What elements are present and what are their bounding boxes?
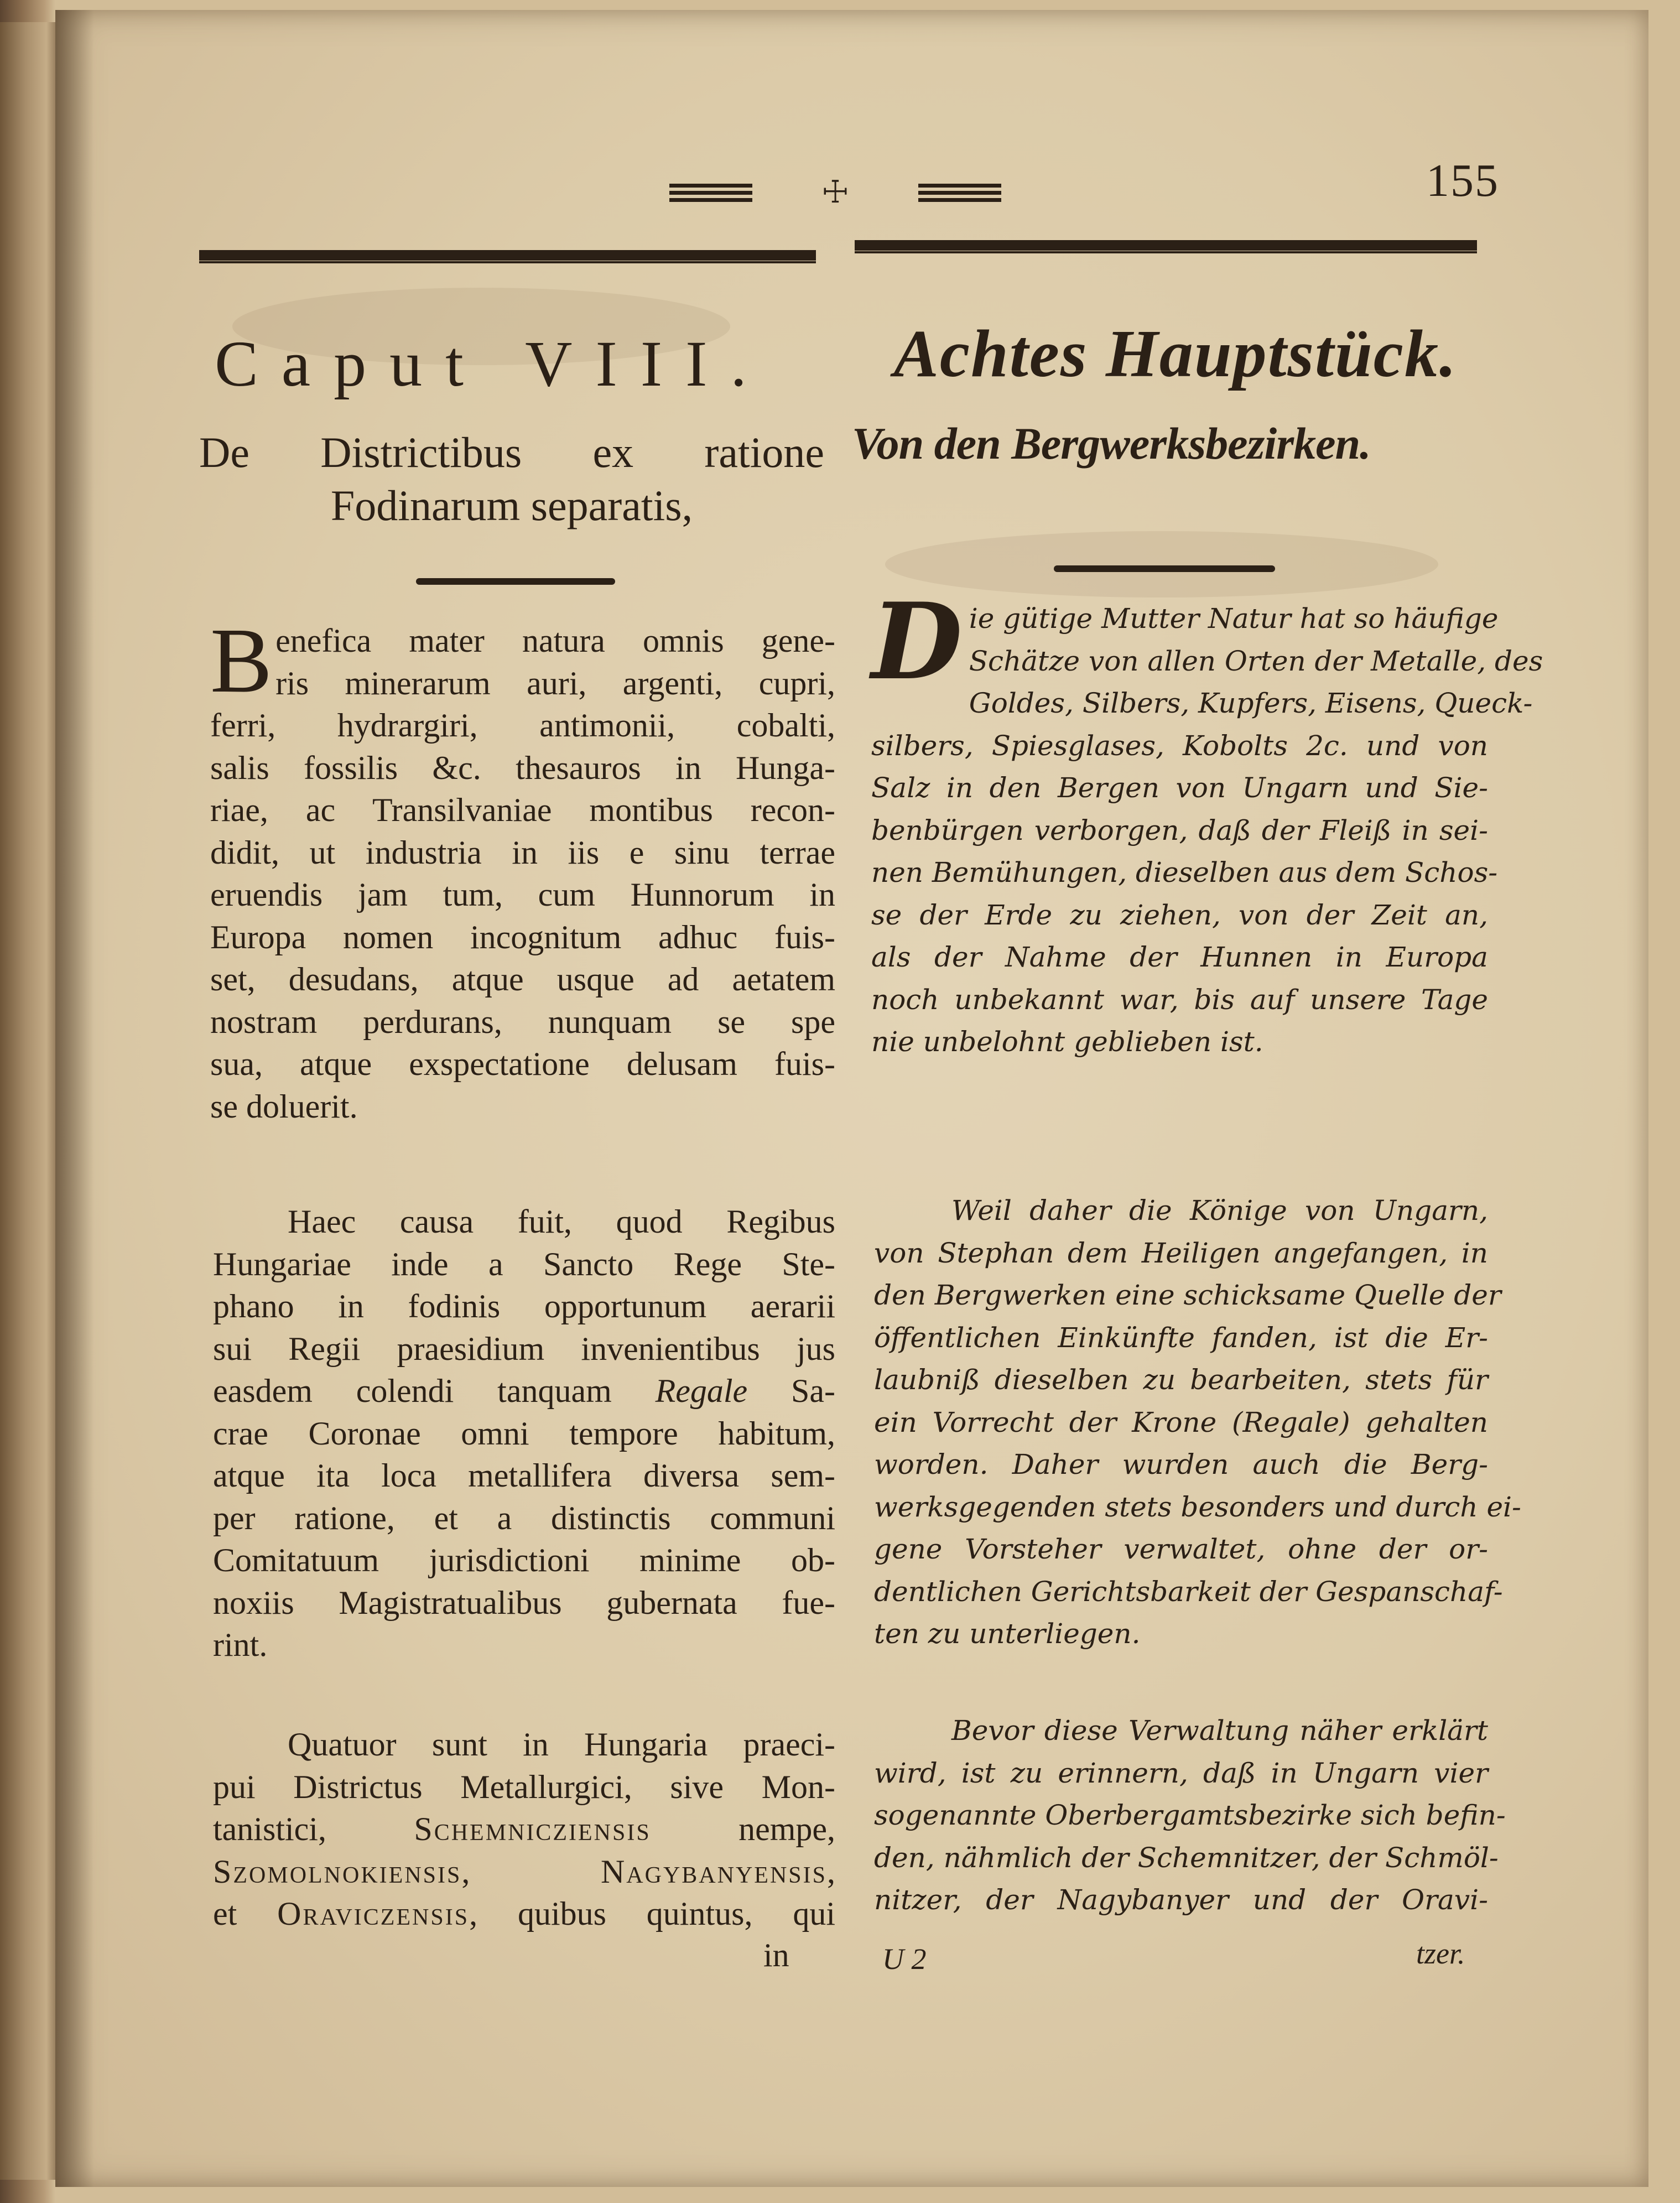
text-line: ten zu unterliegen. bbox=[874, 1618, 1141, 1650]
text-line: phano in fodinis opportunum aerarii bbox=[213, 1288, 835, 1324]
text-line: Schätze von allen Orten der Metalle, des bbox=[969, 645, 1543, 677]
signature-mark: U 2 bbox=[882, 1942, 927, 1976]
german-paragraph-3 bbox=[874, 1710, 1506, 1921]
text-line: sua, atque exspectatione delusam fuis- bbox=[210, 1046, 835, 1082]
spine-shadow bbox=[55, 10, 94, 2187]
text-line: Bevor diese Verwaltung näher erklärt bbox=[951, 1714, 1488, 1747]
text-line: Szomolnokiensis, Nagybanyensis, bbox=[213, 1853, 835, 1890]
latin-drop-cap: B bbox=[210, 609, 273, 712]
page-number: 155 bbox=[1426, 155, 1499, 206]
text-line: ris minerarum auri, argenti, cupri, bbox=[275, 664, 835, 702]
text-line: gene Vorsteher verwaltet, ohne der or- bbox=[874, 1533, 1488, 1565]
text-line: se doluerit. bbox=[210, 1088, 358, 1125]
text-line: enefica mater natura omnis gene- bbox=[275, 622, 835, 659]
german-chapter-subtitle: Von den Bergwerksbezirken. bbox=[852, 418, 1371, 469]
regale-italic-term: Regale bbox=[655, 1373, 748, 1409]
text-line: silbers, Spiesglases, Kobolts 2c. und von bbox=[871, 729, 1488, 762]
text-line: per ratione, et a distinctis communi bbox=[213, 1499, 835, 1536]
text-line: ie gütige Mutter Natur hat so häufige bbox=[969, 602, 1499, 635]
previous-page-edge bbox=[0, 22, 60, 2180]
text-line: Hungariae inde a Sancto Rege Ste- bbox=[213, 1245, 835, 1282]
ornament-bars-left bbox=[669, 184, 752, 202]
text-line: salis fossilis &c. thesauros in Hunga- bbox=[210, 749, 835, 786]
text-run: easdem colendi tanquam bbox=[213, 1373, 612, 1409]
text-line: eruendis jam tum, cum Hunnorum in bbox=[210, 876, 835, 913]
text-line: werksgegenden stets besonders und durch ei- bbox=[874, 1490, 1521, 1523]
text-line: didit, ut industria in iis e sinu terrae bbox=[210, 834, 835, 871]
text-line: ein Vorrecht der Krone (Regale) gehalten bbox=[874, 1406, 1488, 1438]
text-line: noch unbekannt war, bis auf unsere Tage bbox=[871, 983, 1488, 1016]
text-line: als der Nahme der Hunnen in Europa bbox=[871, 941, 1488, 973]
text-line: laubniß dieselben zu bearbeiten, stets für bbox=[874, 1364, 1488, 1396]
text-line: dentlichen Gerichtsbarkeit der Gespanschaf- bbox=[874, 1575, 1503, 1608]
section-divider-left bbox=[416, 578, 615, 585]
latin-chapter-subtitle bbox=[199, 426, 824, 532]
district-name: Schemnicziensis bbox=[414, 1811, 651, 1847]
text-line: worden. Daher wurden auch die Berg- bbox=[874, 1448, 1488, 1480]
latin-catchword: in bbox=[763, 1937, 789, 1973]
text-line: sui Regii praesidium invenientibus jus bbox=[213, 1330, 835, 1367]
text-line: atque ita loca metallifera diversa sem- bbox=[213, 1457, 835, 1494]
text-line: nitzer, der Nagybanyer und der Oravi- bbox=[874, 1884, 1488, 1916]
text-run: et bbox=[213, 1895, 237, 1932]
text-line: crae Coronae omni tempore habitum, bbox=[213, 1415, 835, 1452]
latin-paragraph-2 bbox=[213, 1201, 835, 1666]
text-run: Sa- bbox=[791, 1373, 835, 1409]
header-ornament bbox=[669, 176, 1001, 209]
text-line: rint. bbox=[213, 1627, 268, 1663]
text-line: den Bergwerken eine schicksame Quelle der bbox=[874, 1279, 1501, 1311]
text-line: nie unbelohnt geblieben ist. bbox=[871, 1026, 1263, 1058]
text-line: nostram perdurans, nunquam se spe bbox=[210, 1003, 835, 1040]
text-line: noxiis Magistratualibus gubernata fue- bbox=[213, 1584, 835, 1621]
text-line: wird, ist zu erinnern, daß in Ungarn vier bbox=[874, 1757, 1488, 1789]
text-line: sogenannte Oberbergamtsbezirke sich befin- bbox=[874, 1799, 1506, 1831]
latin-paragraph-3 bbox=[213, 1723, 835, 1935]
text-line: Haec causa fuit, quod Regibus bbox=[288, 1203, 835, 1240]
ornament-cross-icon: ☩ bbox=[821, 175, 850, 210]
text-line: riae, ac Transilvaniae montibus recon- bbox=[210, 792, 835, 828]
text-line: set, desudans, atque usque ad aetatem bbox=[210, 961, 835, 997]
latin-paragraph-1 bbox=[210, 609, 835, 1128]
text-line: Comitatuum jurisdictioni minime ob- bbox=[213, 1542, 835, 1578]
text-line: den, nähmlich der Schemnitzer, der Schmöl- bbox=[874, 1841, 1499, 1874]
german-paragraph-1 bbox=[871, 580, 1543, 1063]
text-line: von Stephan dem Heiligen angefangen, in bbox=[874, 1236, 1488, 1269]
text-line: benbürgen verborgen, daß der Fleiß in sei- bbox=[871, 814, 1488, 846]
text-line: et Oraviczensis, quibus quintus, qui bbox=[213, 1895, 835, 1932]
district-name: Szomolnokiensis bbox=[213, 1853, 462, 1890]
text-line: se der Erde zu ziehen, von der Zeit an, bbox=[871, 898, 1488, 931]
header-rule-right bbox=[855, 240, 1477, 251]
text-line: Quatuor sunt in Hungaria praeci- bbox=[288, 1726, 835, 1763]
text-line: ferri, hydrargiri, antimonii, cobalti, bbox=[210, 707, 835, 744]
text-run: nempe, bbox=[738, 1811, 836, 1847]
text-line bbox=[213, 1370, 835, 1412]
text-line: Europa nomen incognitum adhuc fuis- bbox=[210, 918, 835, 955]
district-name: Nagybanyensis bbox=[600, 1853, 827, 1890]
german-catchword: tzer. bbox=[1416, 1937, 1465, 1970]
latin-subtitle-line: Fodinarum separatis, bbox=[330, 481, 693, 529]
german-drop-cap: D bbox=[871, 580, 963, 703]
text-run: tanistici, bbox=[213, 1811, 326, 1847]
latin-subtitle-line: De Districtibus ex ratione bbox=[199, 428, 824, 476]
text-line: pui Districtus Metallurgici, sive Mon- bbox=[213, 1768, 835, 1805]
header-rule-left bbox=[199, 250, 816, 261]
text-line: Goldes, Silbers, Kupfers, Eisens, Queck- bbox=[969, 687, 1533, 719]
text-line: öffentlichen Einkünfte fanden, ist die Er- bbox=[874, 1321, 1488, 1354]
district-name: Oraviczensis bbox=[277, 1895, 470, 1932]
bleed-through-stain bbox=[885, 531, 1438, 597]
text-line: nen Bemühungen, dieselben aus dem Schos- bbox=[871, 856, 1498, 889]
text-line: Weil daher die Könige von Ungarn, bbox=[951, 1194, 1488, 1227]
text-line: Salz in den Bergen von Ungarn und Sie- bbox=[871, 772, 1488, 804]
german-chapter-heading: Achtes Hauptstück. bbox=[893, 316, 1458, 391]
section-divider-right bbox=[1054, 565, 1275, 572]
text-run: quibus quintus, qui bbox=[517, 1895, 835, 1932]
ornament-bars-right bbox=[918, 184, 1001, 202]
german-paragraph-2 bbox=[874, 1189, 1521, 1655]
latin-chapter-heading: Caput VIII. bbox=[215, 328, 770, 400]
text-line bbox=[213, 1808, 835, 1851]
